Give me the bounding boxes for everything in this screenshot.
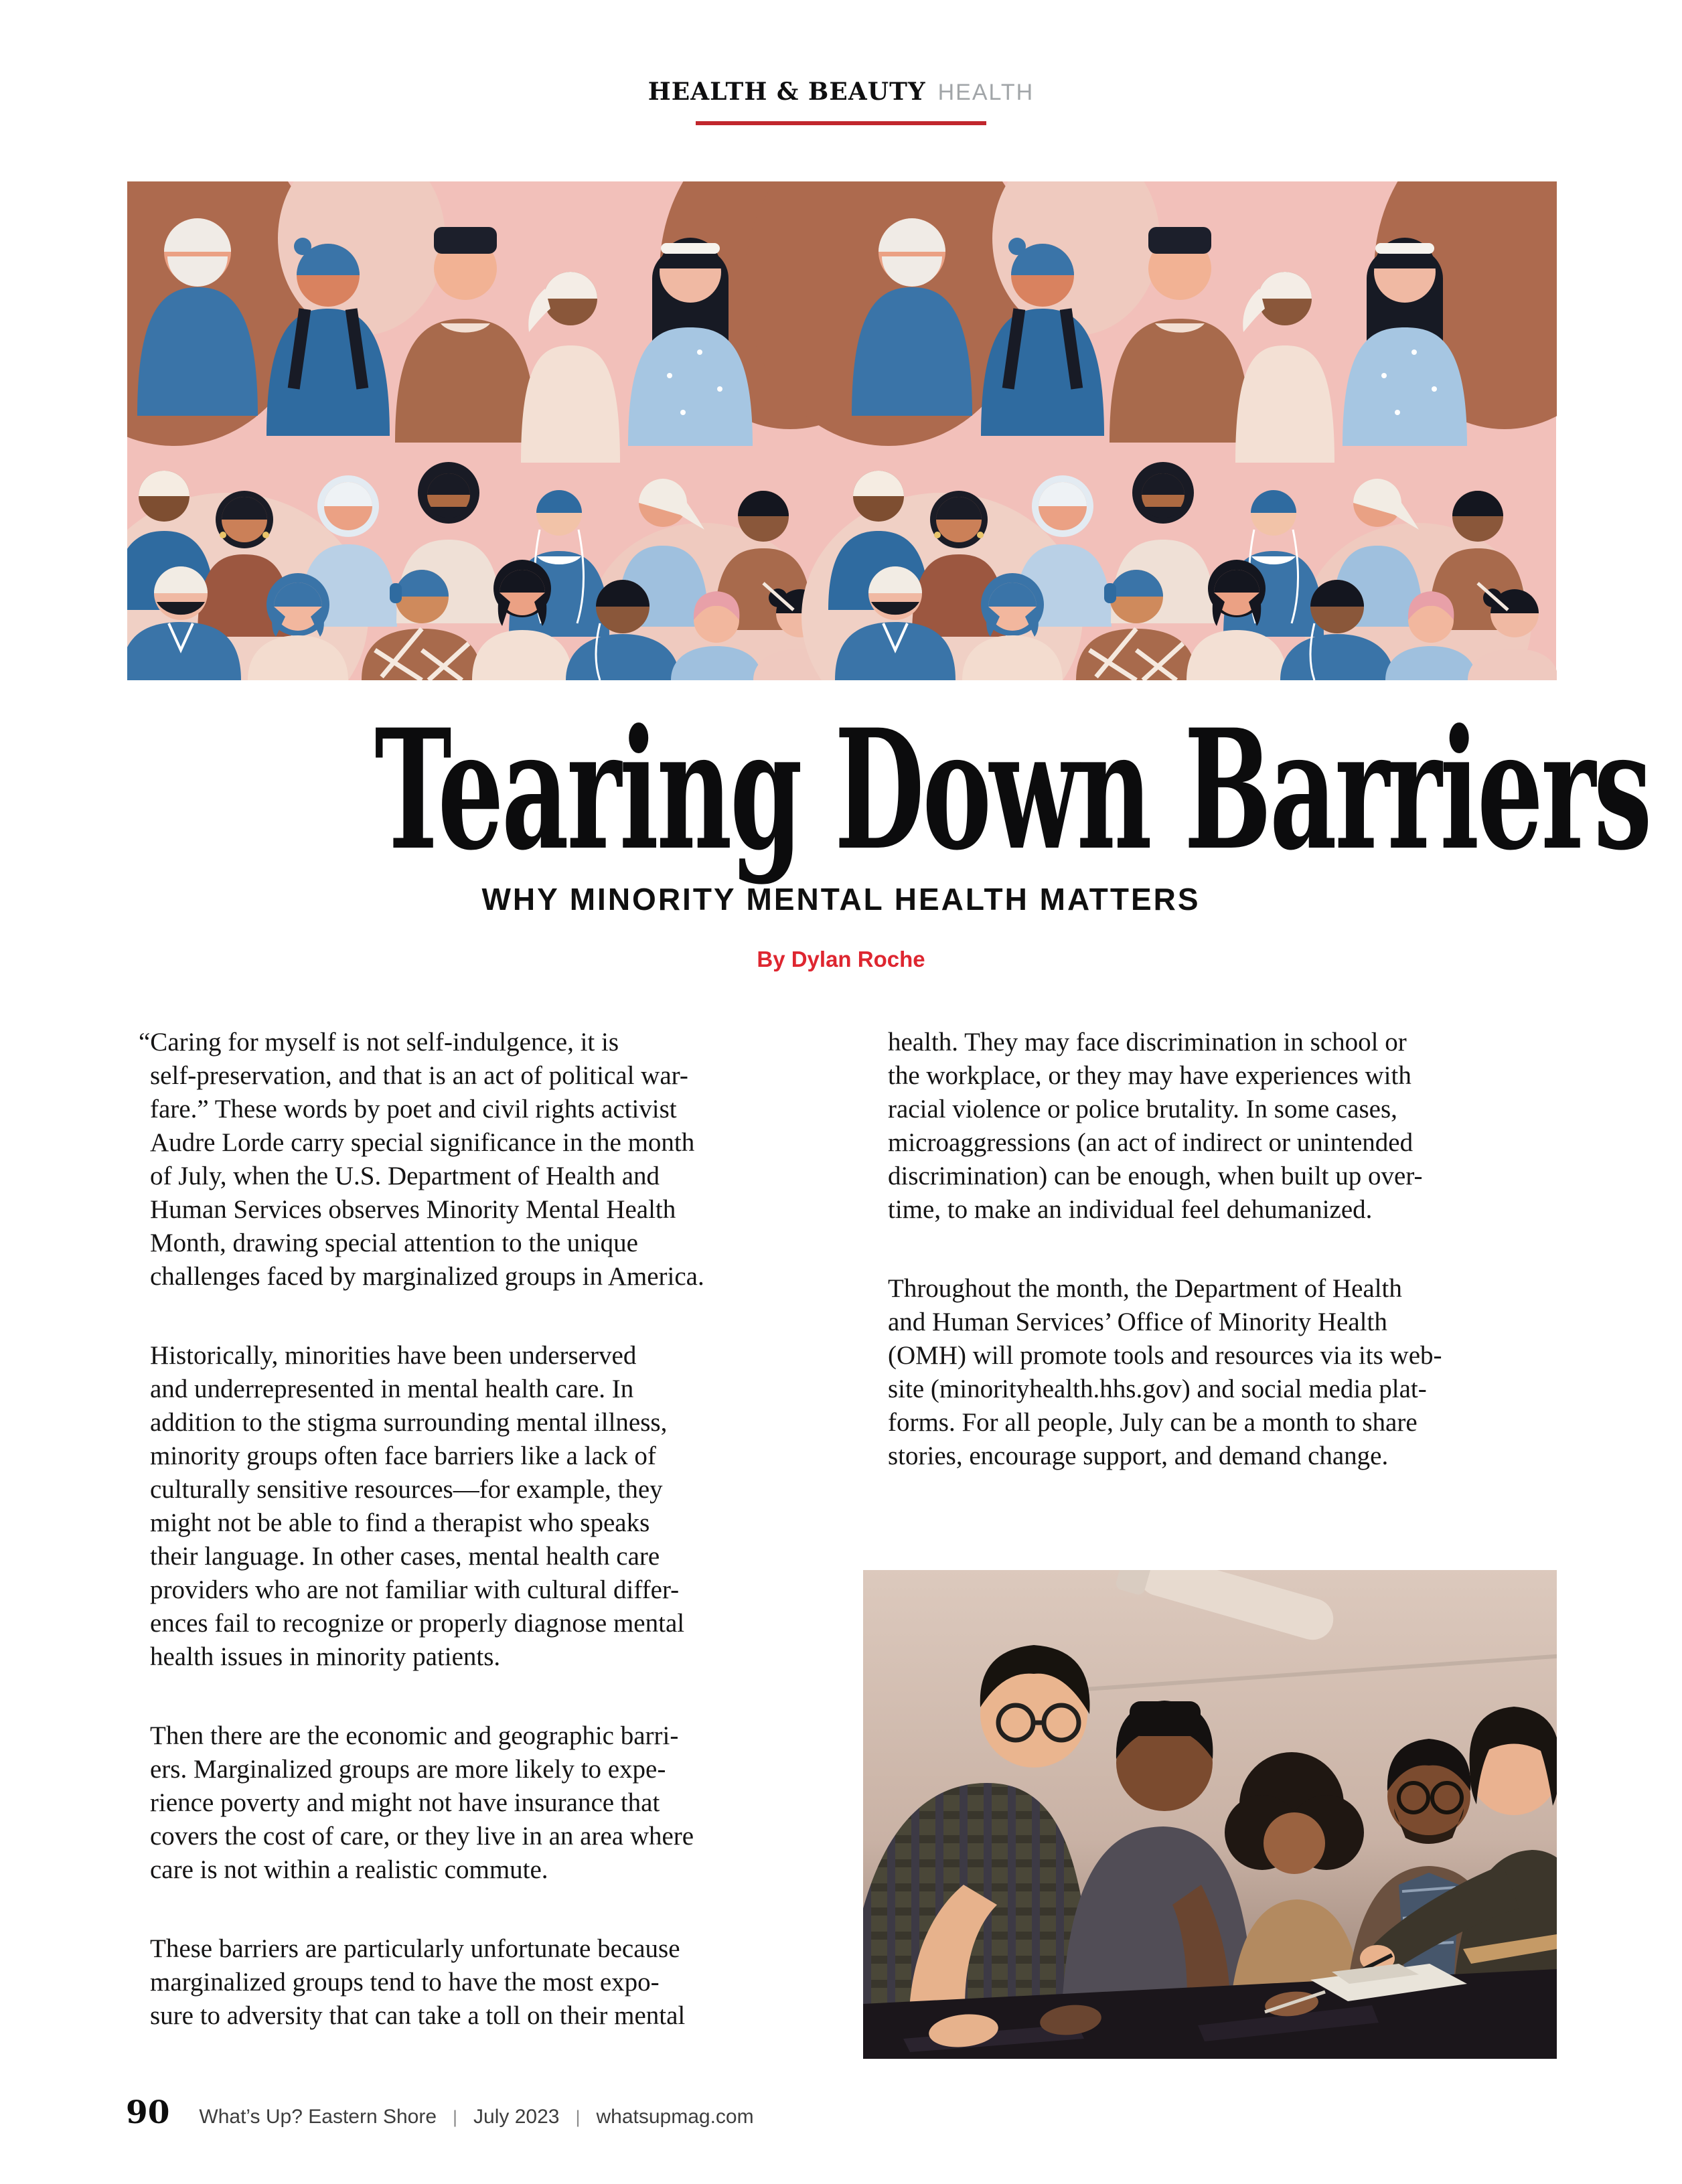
body-line: Then there are the economic and geographic barri- — [150, 1721, 679, 1750]
team-collaboration-photo — [863, 1570, 1557, 2059]
article-title-text: Tearing Down Barriers — [374, 694, 1651, 887]
body-line: their language. In other cases, mental health care — [150, 1542, 660, 1571]
body-line: microaggressions (an act of indirect or unintended — [888, 1128, 1413, 1157]
body-line: sure to adversity that can take a toll on their mental — [150, 2001, 686, 2030]
article-title — [0, 694, 1682, 887]
body-line: forms. For all people, July can be a month to share — [888, 1408, 1418, 1437]
body-line: racial violence or police brutality. In some cases, — [888, 1095, 1397, 1123]
body-line: time, to make an individual feel dehumanized. — [888, 1195, 1373, 1224]
body-line: stories, encourage support, and demand change. — [888, 1441, 1389, 1470]
body-line: fare.” These words by poet and civil rights activist — [150, 1095, 677, 1123]
body-line: covers the cost of care, or they live in an area where — [150, 1822, 694, 1851]
body-line: These barriers are particularly unfortunate because — [150, 1934, 680, 1963]
article-byline: By Dylan Roche — [757, 947, 925, 971]
body-line: self-preservation, and that is an act of political war- — [150, 1061, 688, 1090]
footer-separator: | — [575, 2107, 581, 2127]
body-line: ers. Marginalized groups are more likely to expe- — [150, 1755, 666, 1784]
page-number: 90 — [126, 2094, 170, 2131]
body-line: Audre Lorde carry special significance in the month — [150, 1128, 695, 1157]
paragraph — [139, 1026, 803, 1294]
body-line: care is not within a realistic commute. — [150, 1855, 548, 1884]
body-line: Historically, minorities have been underserved — [150, 1341, 637, 1370]
body-line: minority groups often face barriers like a lack of — [150, 1441, 656, 1470]
body-line: (OMH) will promote tools and resources via its web- — [888, 1341, 1442, 1370]
body-line: health. They may face discrimination in school or — [888, 1028, 1407, 1057]
body-line: the workplace, or they may have experiences with — [888, 1061, 1411, 1090]
body-column-right — [888, 1026, 1547, 1518]
body-line: marginalized groups tend to have the most expo- — [150, 1968, 660, 1997]
body-line: and underrepresented in mental health care. In — [150, 1375, 634, 1403]
body-line: challenges faced by marginalized groups in America. — [150, 1262, 704, 1291]
body-line: ences fail to recognize or properly diagnose mental — [150, 1609, 685, 1638]
body-column-left — [139, 1026, 803, 2078]
body-line: rience poverty and might not have insurance that — [150, 1788, 660, 1817]
paragraph — [888, 1026, 1547, 1227]
section-subtitle: HEALTH — [937, 80, 1035, 105]
hero-crowd-illustration — [127, 181, 1557, 680]
body-line: Human Services observes Minority Mental Health — [150, 1195, 676, 1224]
paragraph — [150, 1339, 803, 1674]
section-title: HEALTH & BEAUTY — [647, 78, 926, 106]
body-line: might not be able to find a therapist who speaks — [150, 1508, 650, 1537]
paragraph — [150, 1932, 803, 2033]
body-line: discrimination) can be enough, when built up over- — [888, 1162, 1423, 1190]
footer-magazine-name: What’s Up? Eastern Shore — [199, 2106, 437, 2128]
page-footer — [126, 2094, 754, 2131]
paragraph — [888, 1272, 1547, 1473]
footer-website: whatsupmag.com — [596, 2106, 754, 2128]
red-divider-rule — [696, 121, 986, 125]
paragraph — [150, 1719, 803, 1887]
body-line: Month, drawing special attention to the unique — [150, 1229, 638, 1257]
footer-separator: | — [453, 2107, 458, 2127]
article-subtitle: WHY MINORITY MENTAL HEALTH MATTERS — [481, 882, 1201, 917]
body-line: and Human Services’ Office of Minority Health — [888, 1308, 1387, 1336]
body-line: providers who are not familiar with cultural differ- — [150, 1575, 680, 1604]
body-line: “Caring for myself is not self-indulgence, it is — [139, 1028, 619, 1057]
body-line: culturally sensitive resources—for example, they — [150, 1475, 663, 1504]
body-line: site (minorityhealth.hhs.gov) and social media plat- — [888, 1375, 1427, 1403]
body-line: of July, when the U.S. Department of Health and — [150, 1162, 660, 1190]
body-line: addition to the stigma surrounding mental illness, — [150, 1408, 668, 1437]
footer-issue: July 2023 — [473, 2106, 560, 2128]
body-line: Throughout the month, the Department of Health — [888, 1274, 1402, 1303]
body-line: health issues in minority patients. — [150, 1642, 501, 1671]
section-header — [0, 78, 1682, 106]
